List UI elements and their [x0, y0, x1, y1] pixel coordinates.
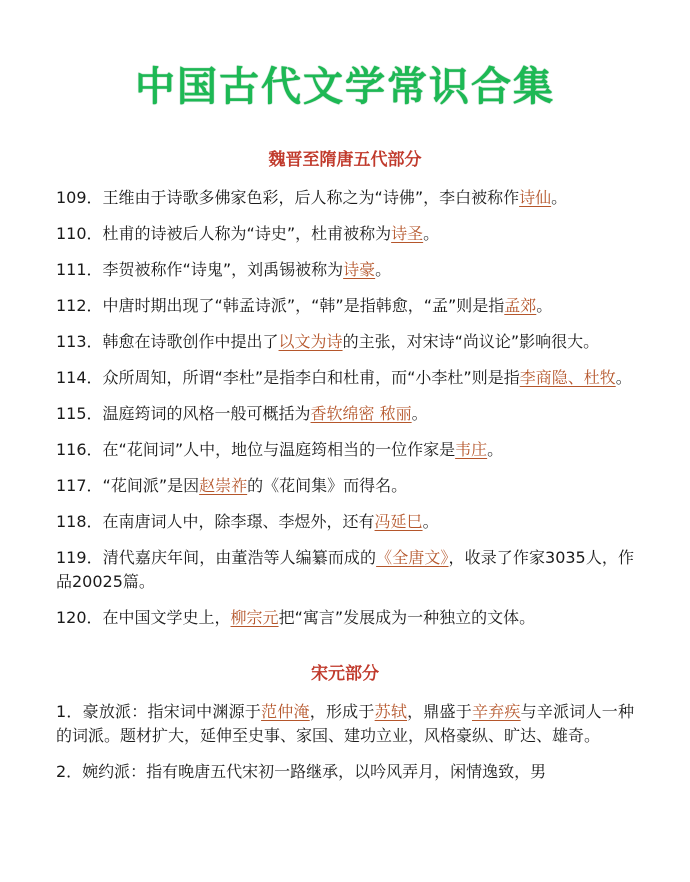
- section-items-songyuan: [56, 700, 634, 784]
- answer: 以文为诗: [278, 332, 343, 351]
- section-items-weijin-suitang: [56, 186, 634, 630]
- list-item-haofang: 1．豪放派：指宋词中渊源于范仲淹，形成于苏轼，鼎盛于辛弃疾与辛派词人一种的词派。题材扩大，延伸至史事、家国、建功立业，风格豪纵、旷达、雄奇。: [56, 702, 634, 745]
- answer: 李商隐、杜牧: [519, 368, 616, 387]
- answer: 香软绵密 秾丽: [310, 404, 412, 423]
- answer: 范仲淹: [261, 702, 310, 721]
- section-title-songyuan: 宋元部分: [311, 664, 379, 684]
- answer: 苏轼: [374, 702, 408, 721]
- list-item-117: 117．“花间派”是因赵崇祚的《花间集》而得名。: [56, 476, 408, 495]
- answer: 《全唐文》: [376, 548, 449, 567]
- list-item-111: 111．李贺被称作“诗鬼”，刘禹锡被称为诗豪。: [56, 260, 392, 279]
- list-item-wanyue: 2．婉约派：指有晚唐五代宋初一路继承，以吟风弄月，闲情逸致，男: [56, 762, 547, 781]
- list-item-115: 115．温庭筠词的风格一般可概括为香软绵密 秾丽。: [56, 404, 428, 423]
- page-title: 中国古代文学常识合集: [135, 64, 555, 110]
- answer: 诗圣: [391, 224, 424, 243]
- answer: 韦庄: [455, 440, 488, 459]
- answer: 诗仙: [519, 188, 552, 207]
- answer: 柳宗元: [230, 608, 279, 627]
- answer: 赵崇祚: [199, 476, 248, 495]
- section-title-weijin-suitang: 魏晋至隋唐五代部分: [268, 150, 422, 170]
- list-item-112: 112．中唐时期出现了“韩孟诗派”，“韩”是指韩愈，“孟”则是指孟郊。: [56, 296, 553, 315]
- list-item-118: 118．在南唐词人中，除李璟、李煜外，还有冯延巳。: [56, 512, 439, 531]
- list-item-113: 113．韩愈在诗歌创作中提出了以文为诗的主张，对宋诗“尚议论”影响很大。: [56, 332, 600, 351]
- list-item-116: 116．在“花间词”人中，地位与温庭筠相当的一位作家是韦庄。: [56, 440, 504, 459]
- answer: 孟郊: [504, 296, 537, 315]
- list-item-114: 114．众所周知，所谓“李杜”是指李白和杜甫，而“小李杜”则是指李商隐、杜牧。: [56, 368, 632, 387]
- list-item-110: 110．杜甫的诗被后人称为“诗史”，杜甫被称为诗圣。: [56, 224, 440, 243]
- list-item-119: 119．清代嘉庆年间，由董浩等人编纂而成的《全唐文》，收录了作家3035人，作品20025篇。: [56, 548, 634, 591]
- answer: 诗豪: [343, 260, 376, 279]
- answer: 冯延巳: [374, 512, 423, 531]
- list-item-120: 120．在中国文学史上，柳宗元把“寓言”发展成为一种独立的文体。: [56, 608, 536, 627]
- answer: 辛弃疾: [471, 702, 521, 721]
- list-item-109: 109．王维由于诗歌多佛家色彩，后人称之为“诗佛”，李白被称作诗仙。: [56, 188, 568, 207]
